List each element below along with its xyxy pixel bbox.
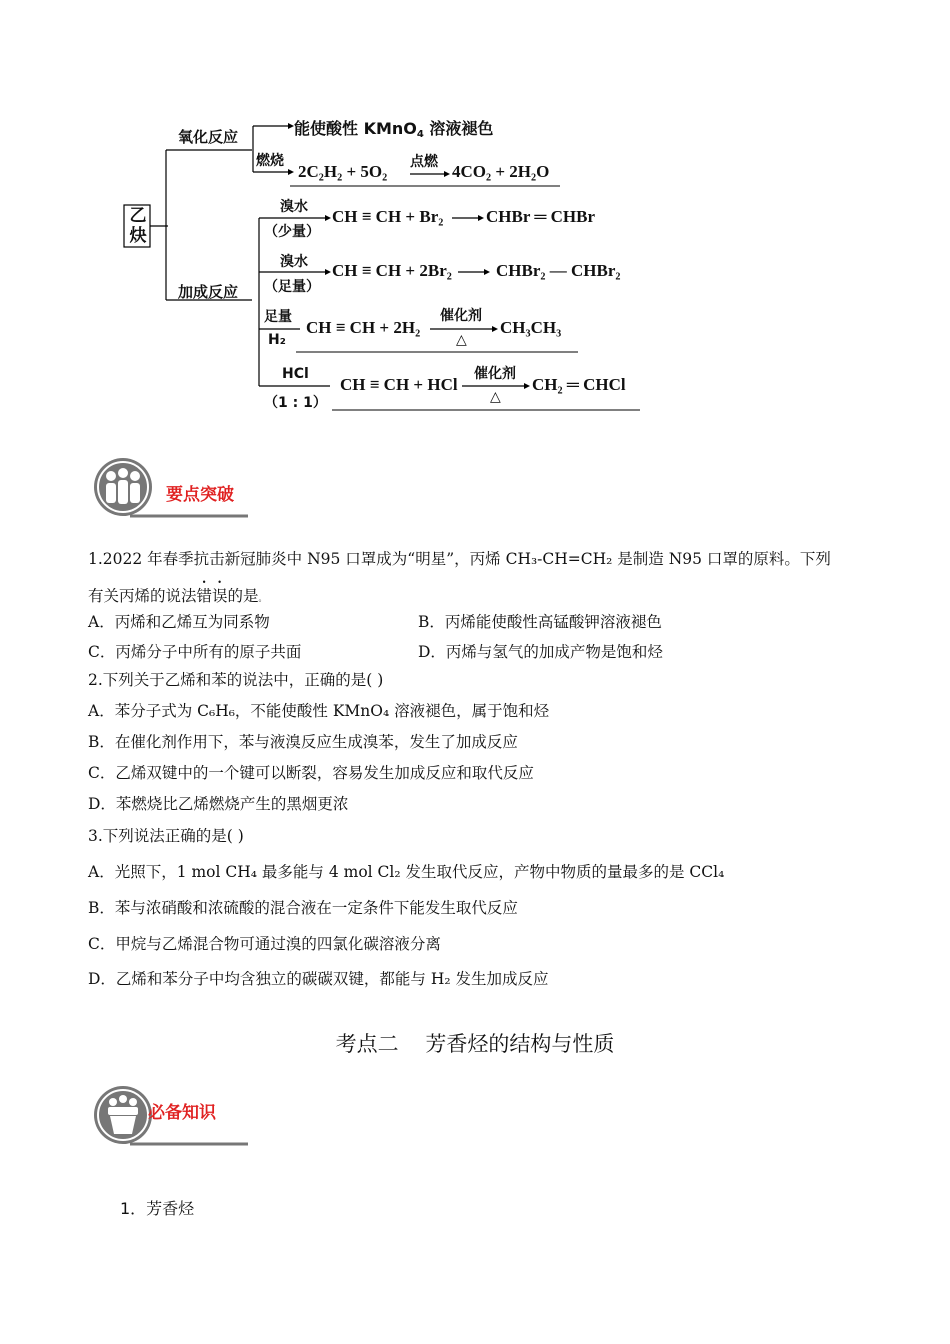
root-label [126, 206, 150, 246]
hcl-catalyst: 催化剂 [474, 366, 516, 382]
h2-catalyst: 催化剂 [440, 308, 482, 324]
q1-line2-c: 的是 [227, 587, 259, 605]
q3-option-c: C．甲烷与乙烯混合物可通过溴的四氯化碳溶液分离 [88, 935, 441, 953]
section2-title: 考点二 芳香烃的结构与性质 [335, 1032, 615, 1056]
burn-label: 燃烧 [256, 153, 284, 169]
br-large-label-1: 溴水 [280, 254, 308, 270]
oxidation-kmno4-text [294, 116, 493, 140]
h2-heat: △ [456, 332, 467, 348]
q1-option-d: D．丙烯与氢气的加成产物是饱和烃 [418, 643, 663, 661]
h2-label-1: 足量 [264, 309, 292, 325]
br-small-products: CHBr ═ CHBr [486, 207, 596, 226]
q2-option-a: A．苯分子式为 C₆H₆，不能使酸性 KMnO₄ 溶液褪色，属于饱和烃 [88, 702, 550, 720]
root-label-line1: 乙 [129, 206, 147, 226]
hcl-heat: △ [490, 389, 501, 405]
br-large-label-2: （足量） [264, 279, 320, 295]
q1-emphasis: 错误 [196, 587, 228, 605]
q2-option-c: C．乙烯双键中的一个键可以断裂，容易发生加成反应和取代反应 [88, 764, 534, 782]
q2-option-d: D．苯燃烧比乙烯燃烧产生的黑烟更浓 [88, 795, 349, 813]
item1-heading: 1．芳香烃 [120, 1199, 195, 1218]
q3-option-a: A．光照下，1 mol CH₄ 最多能与 4 mol Cl₂ 发生取代反应，产物中物质的量最多的是 CCl₄ [88, 863, 725, 881]
q1-line2 [88, 578, 267, 606]
q1-option-a: A．丙烯和乙烯互为同系物 [88, 613, 270, 631]
kmno4-sub: 4 [416, 129, 424, 140]
hcl-products: CH₂ ═ CHCl [532, 375, 626, 394]
q2-option-b: B．在催化剂作用下，苯与液溴反应生成溴苯，发生了加成反应 [88, 733, 518, 751]
q1-option-b: B．丙烯能使酸性高锰酸钾溶液褪色 [418, 613, 662, 631]
burn-products: 4CO₂ + 2H₂O [452, 162, 550, 181]
hcl-label-1: HCl [282, 366, 309, 382]
q1-option-c: C．丙烯分子中所有的原子共面 [88, 643, 302, 661]
br-large-products: CHBr₂ — CHBr₂ [496, 261, 621, 280]
br-small-label-2: （少量） [264, 224, 320, 240]
q3-stem: 3.下列说法正确的是( ) [88, 827, 244, 845]
br-large-reactants: CH ≡ CH + 2Br₂ [332, 261, 452, 280]
q1-line2-a: 有关丙烯的说法 [88, 587, 197, 605]
branch-oxidation-label: 氧化反应 [178, 128, 239, 146]
h2-reactants: CH ≡ CH + 2H₂ [306, 318, 421, 337]
q2-stem: 2.下列关于乙烯和苯的说法中，正确的是( ) [88, 671, 384, 689]
br-small-reactants: CH ≡ CH + Br₂ [332, 207, 444, 226]
h2-label-2: H₂ [268, 332, 286, 348]
kmno4-main: 能使酸性 KMnO [294, 119, 417, 138]
br-small-label-1: 溴水 [280, 199, 308, 215]
q3-option-b: B．苯与浓硝酸和浓硫酸的混合液在一定条件下能发生取代反应 [88, 899, 518, 917]
burn-condition: 点燃 [410, 154, 438, 170]
kmno4-tail: 溶液褪色 [423, 119, 494, 138]
q1-line1: 1.2022 年春季抗击新冠肺炎中 N95 口罩成为“明星”，丙烯 CH₃-CH=CH₂ 是制造 N95 口罩的原料。下列 [88, 550, 831, 568]
hcl-reactants: CH ≡ CH + HCl [340, 375, 458, 394]
q1-line2-d: 。 [258, 594, 267, 603]
section2-badge-title: 必备知识 [148, 1103, 216, 1123]
section-badge-title: 要点突破 [166, 485, 234, 505]
burn-reactants: 2C₂H₂ + 5O₂ [298, 162, 388, 181]
root-label-line2: 炔 [129, 226, 147, 246]
branch-addition-label: 加成反应 [178, 283, 239, 301]
h2-products: CH₃CH₃ [500, 318, 562, 337]
hcl-label-2: （1 : 1） [264, 395, 327, 411]
q3-option-d: D．乙烯和苯分子中均含独立的碳碳双键，都能与 H₂ 发生加成反应 [88, 970, 549, 988]
